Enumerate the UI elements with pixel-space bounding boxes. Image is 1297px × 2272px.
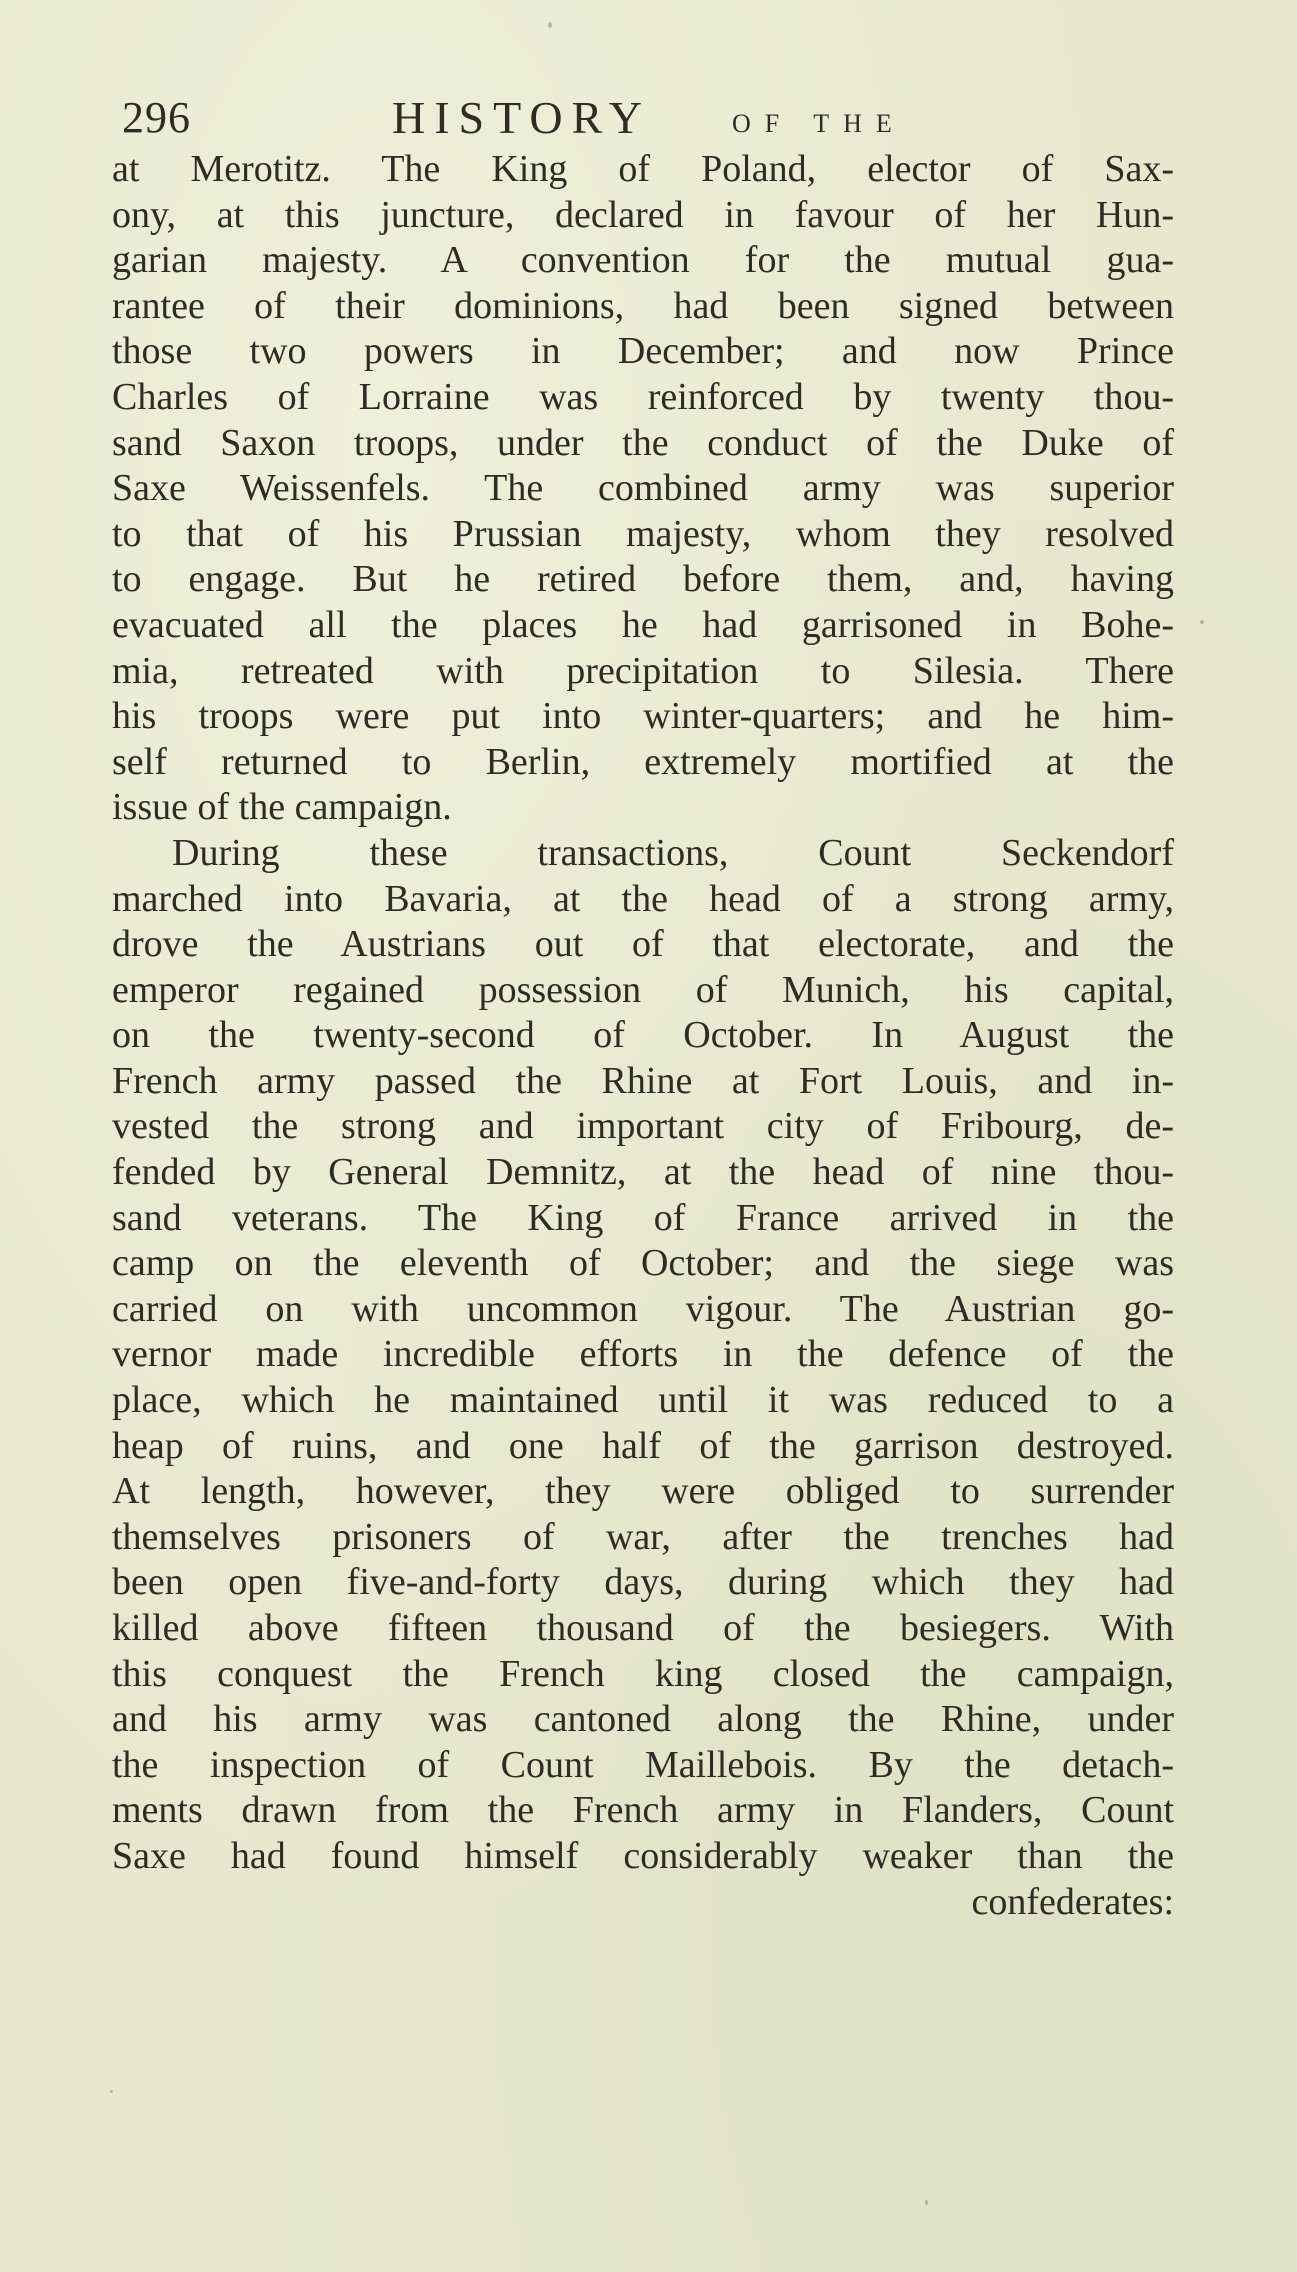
text-line: Saxe had found himself considerably weaker than the [112, 1834, 1174, 1877]
text-line: carried on with uncommon vigour. The Austrian go- [112, 1287, 1174, 1330]
running-head [122, 88, 1182, 148]
text-line: rantee of their dominions, had been signed between [112, 284, 1174, 327]
text-line: and his army was cantoned along the Rhine, under [112, 1698, 1174, 1741]
page-number: 296 [122, 93, 191, 142]
paper-speck [548, 22, 552, 28]
text-line: themselves prisoners of war, after the trenches had [112, 1515, 1174, 1558]
text-line: been open five-and-forty days, during which they had [112, 1561, 1174, 1604]
text-line: sand veterans. The King of France arrived in the [112, 1196, 1174, 1239]
catchword: confederates: [971, 1880, 1174, 1923]
text-line: on the twenty-second of October. In August the [112, 1014, 1174, 1057]
text-line: vested the strong and important city of Fribourg, de- [112, 1105, 1174, 1148]
paper-speck [110, 2090, 113, 2093]
text-line: at Merotitz. The King of Poland, elector of Sax- [112, 148, 1174, 190]
text-line: During these transactions, Count Seckendorf [172, 831, 1174, 874]
text-line: garian majesty. A convention for the mutual gua- [112, 239, 1174, 282]
text-line: marched into Bavaria, at the head of a strong army, [112, 877, 1174, 920]
text-line: sand Saxon troops, under the conduct of the Duke of [112, 421, 1174, 464]
text-line: to engage. But he retired before them, and, having [112, 558, 1174, 601]
text-line: to that of his Prussian majesty, whom they resolved [112, 512, 1174, 555]
text-line: vernor made incredible efforts in the defence of the [112, 1333, 1174, 1376]
text-line: ony, at this juncture, declared in favour of her Hun- [112, 193, 1174, 236]
text-line: killed above fifteen thousand of the besiegers. With [112, 1607, 1174, 1649]
text-line: those two powers in December; and now Prince [112, 330, 1174, 373]
text-line: fended by General Demnitz, at the head of nine thou- [112, 1151, 1174, 1194]
text-line: Charles of Lorraine was reinforced by twenty thou- [112, 375, 1174, 418]
text-line: self returned to Berlin, extremely mortified at the [112, 740, 1174, 783]
text-line: Saxe Weissenfels. The combined army was superior [112, 467, 1174, 510]
body-text [112, 147, 1174, 1925]
running-head-title: HISTORY [392, 92, 651, 143]
text-line: his troops were put into winter-quarters; and he him- [112, 695, 1174, 738]
text-line: ments drawn from the French army in Flanders, Count [112, 1789, 1174, 1832]
running-head-subtitle: OF THE [732, 109, 906, 138]
text-line: the inspection of Count Maillebois. By the detach- [112, 1743, 1174, 1786]
text-line: mia, retreated with precipitation to Silesia. There [112, 649, 1174, 692]
text-line: evacuated all the places he had garrisoned in Bohe- [112, 603, 1174, 646]
text-line: French army passed the Rhine at Fort Louis, and in- [112, 1059, 1174, 1102]
text-line: emperor regained possession of Munich, his capital, [112, 968, 1174, 1011]
paper-speck [1200, 620, 1204, 624]
text-line: At length, however, they were obliged to surrender [112, 1470, 1174, 1513]
text-line: issue of the campaign. [112, 786, 452, 829]
text-line: heap of ruins, and one half of the garrison destroyed. [112, 1424, 1174, 1467]
text-line: camp on the eleventh of October; and the siege was [112, 1242, 1174, 1285]
paper-speck [925, 2200, 928, 2205]
text-line: place, which he maintained until it was reduced to a [112, 1379, 1174, 1422]
text-line: this conquest the French king closed the campaign, [112, 1652, 1174, 1695]
text-line: drove the Austrians out of that electorate, and the [112, 923, 1174, 966]
